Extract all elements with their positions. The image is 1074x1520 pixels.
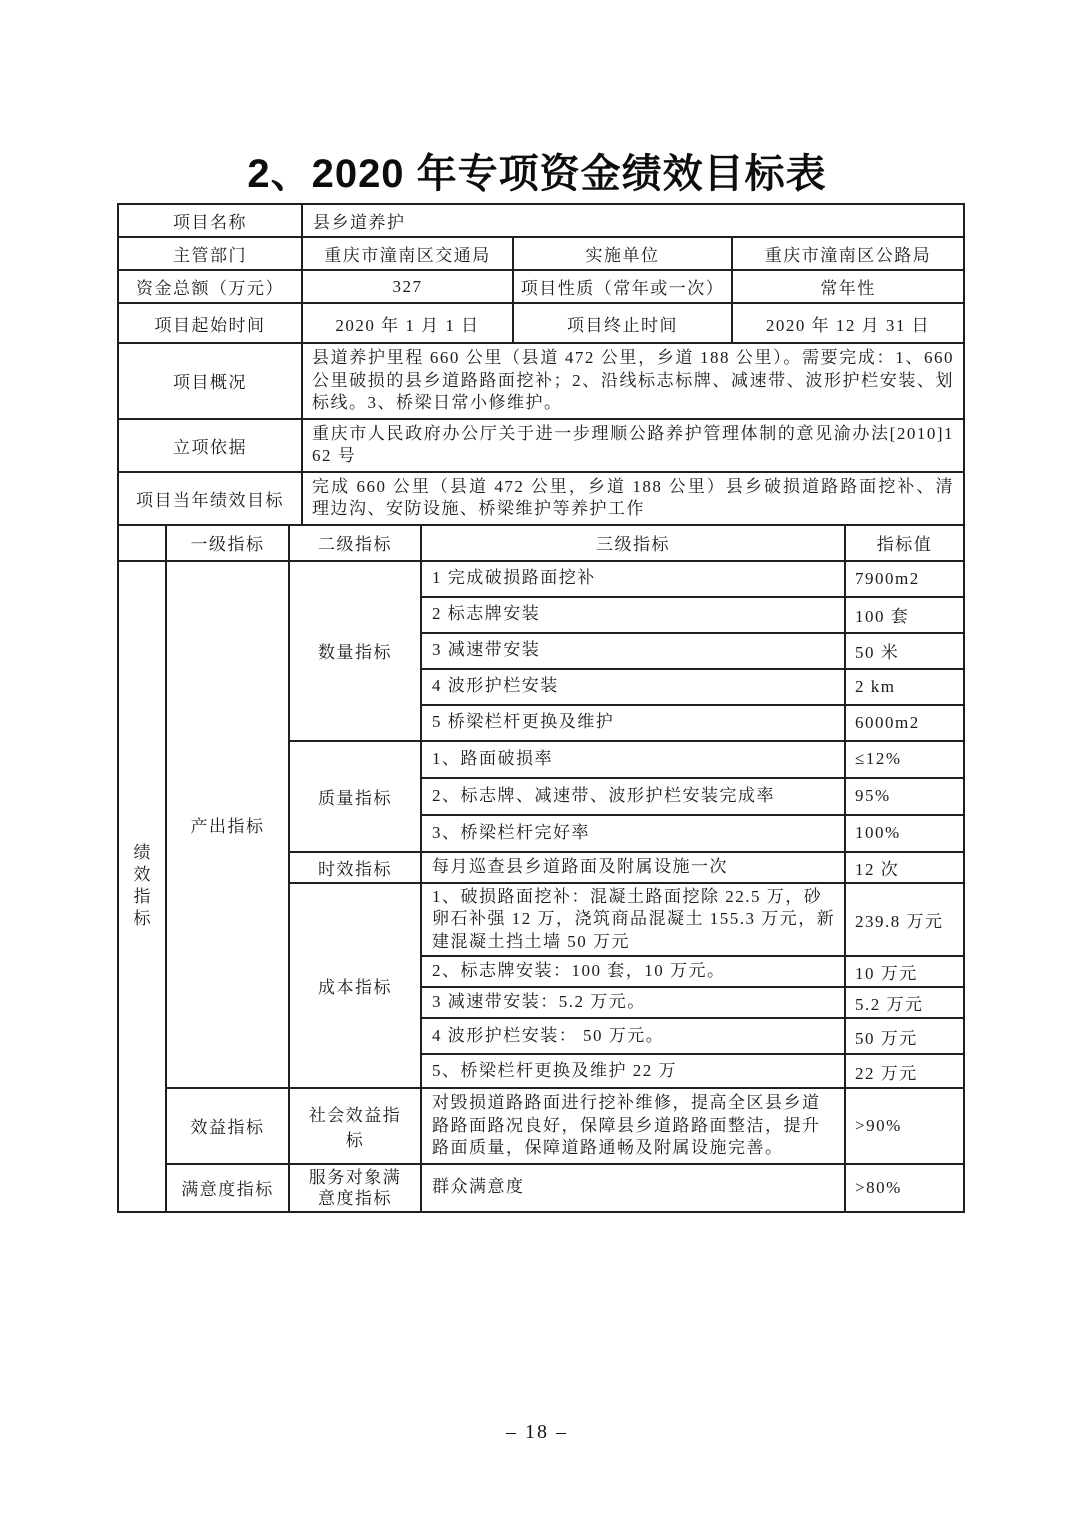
indicator-name: 2 标志牌安装 (421, 597, 845, 633)
indicator-value: >90% (845, 1088, 964, 1164)
page-number: – 18 – (506, 1420, 568, 1443)
level2-service-satisfaction: 服务对象满意度指标 (289, 1164, 421, 1212)
table-row (118, 472, 964, 525)
dept-label: 主管部门 (118, 237, 302, 270)
level1-satisfaction: 满意度指标 (166, 1164, 289, 1212)
indicator-name: 5 桥梁栏杆更换及维护 (421, 705, 845, 741)
indicator-name: 2、标志牌安装：100 套，10 万元。 (421, 956, 845, 987)
indicator-value: 7900m2 (845, 561, 964, 597)
table-row (118, 270, 964, 303)
indicator-value: 22 万元 (845, 1054, 964, 1088)
indicator-name: 每月巡查县乡道路面及附属设施一次 (421, 852, 845, 883)
indicator-value: 95% (845, 778, 964, 815)
indicator-value: ≤12% (845, 741, 964, 778)
indicator-value: >80% (845, 1164, 964, 1212)
table-row (118, 303, 964, 343)
table-row (118, 525, 964, 561)
impl-unit-value: 重庆市潼南区公路局 (732, 237, 964, 270)
header-value: 指标值 (845, 525, 964, 561)
table-row (118, 204, 964, 237)
indicator-value: 6000m2 (845, 705, 964, 741)
indicator-name: 1、破损路面挖补：混凝土路面挖除 22.5 万，砂卵石补强 12 万，浇筑商品混凝土 155.3 万元，新建混凝土挡土墙 50 万元 (421, 883, 845, 957)
overview-label: 项目概况 (118, 343, 302, 419)
indicator-value: 50 万元 (845, 1018, 964, 1054)
header-level3: 三级指标 (421, 525, 845, 561)
level2-cost: 成本指标 (289, 883, 421, 1089)
table-row (118, 561, 964, 597)
project-name-value: 县乡道养护 (302, 204, 964, 237)
level2-social-benefit: 社会效益指标 (289, 1088, 421, 1164)
indicator-name: 4 波形护栏安装 (421, 669, 845, 705)
basis-label: 立项依据 (118, 419, 302, 472)
indicator-value: 5.2 万元 (845, 987, 964, 1018)
project-name-label: 项目名称 (118, 204, 302, 237)
table-row (118, 1088, 964, 1164)
indicator-value: 12 次 (845, 852, 964, 883)
level2-quantity: 数量指标 (289, 561, 421, 741)
annual-goal-value: 完成 660 公里（县道 472 公里，乡道 188 公里）县乡破损道路路面挖补、清理边沟、安防设施、桥梁维护等养护工作 (302, 472, 964, 525)
header-level1: 一级指标 (166, 525, 289, 561)
indicator-name: 3 减速带安装：5.2 万元。 (421, 987, 845, 1018)
indicator-name: 4 波形护栏安装： 50 万元。 (421, 1018, 845, 1054)
dept-value: 重庆市潼南区交通局 (302, 237, 513, 270)
indicator-value: 100% (845, 815, 964, 852)
indicators-table (117, 524, 965, 1213)
indicator-name: 1 完成破损路面挖补 (421, 561, 845, 597)
header-level2: 二级指标 (289, 525, 421, 561)
table-row (118, 419, 964, 472)
level2-quality: 质量指标 (289, 741, 421, 852)
indicator-name: 5、桥梁栏杆更换及维护 22 万 (421, 1054, 845, 1088)
page-title: 2、2020 年专项资金绩效目标表 (247, 152, 827, 196)
impl-unit-label: 实施单位 (513, 237, 732, 270)
indicator-name: 3 减速带安装 (421, 633, 845, 669)
table-row (118, 237, 964, 270)
project-nature-label: 项目性质（常年或一次） (513, 270, 732, 303)
start-date-value: 2020 年 1 月 1 日 (302, 303, 513, 343)
project-info-table (117, 203, 965, 526)
start-date-label: 项目起始时间 (118, 303, 302, 343)
level2-timeliness: 时效指标 (289, 852, 421, 883)
overview-value: 县道养护里程 660 公里（县道 472 公里，乡道 188 公里）。需要完成：1、660 公里破损的县乡道路路面挖补；2、沿线标志标牌、减速带、波形护栏安装、划标线。3、桥梁日常小修维护。 (302, 343, 964, 419)
indicator-value: 239.8 万元 (845, 883, 964, 957)
end-date-label: 项目终止时间 (513, 303, 732, 343)
indicator-name: 1、路面破损率 (421, 741, 845, 778)
indicator-value: 2 km (845, 669, 964, 705)
basis-value: 重庆市人民政府办公厅关于进一步理顺公路养护管理体制的意见渝办法[2010]162 号 (302, 419, 964, 472)
fund-total-value: 327 (302, 270, 513, 303)
table-row (118, 343, 964, 419)
project-nature-value: 常年性 (732, 270, 964, 303)
header-corner (118, 525, 166, 561)
indicator-name: 3、桥梁栏杆完好率 (421, 815, 845, 852)
indicator-name: 对毁损道路路面进行挖补维修，提高全区县乡道路路面路况良好，保障县乡道路路面整洁，提升路面质量，保障道路通畅及附属设施完善。 (421, 1088, 845, 1164)
level1-output: 产出指标 (166, 561, 289, 1089)
performance-group-text: 绩效指标 (133, 843, 151, 928)
indicator-name: 2、标志牌、减速带、波形护栏安装完成率 (421, 778, 845, 815)
table-row (118, 1164, 964, 1212)
annual-goal-label: 项目当年绩效目标 (118, 472, 302, 525)
performance-group-label (118, 561, 166, 1212)
end-date-value: 2020 年 12 月 31 日 (732, 303, 964, 343)
indicator-value: 10 万元 (845, 956, 964, 987)
indicator-value: 100 套 (845, 597, 964, 633)
indicator-name: 群众满意度 (421, 1164, 845, 1212)
fund-total-label: 资金总额（万元） (118, 270, 302, 303)
indicator-value: 50 米 (845, 633, 964, 669)
level1-benefit: 效益指标 (166, 1088, 289, 1164)
